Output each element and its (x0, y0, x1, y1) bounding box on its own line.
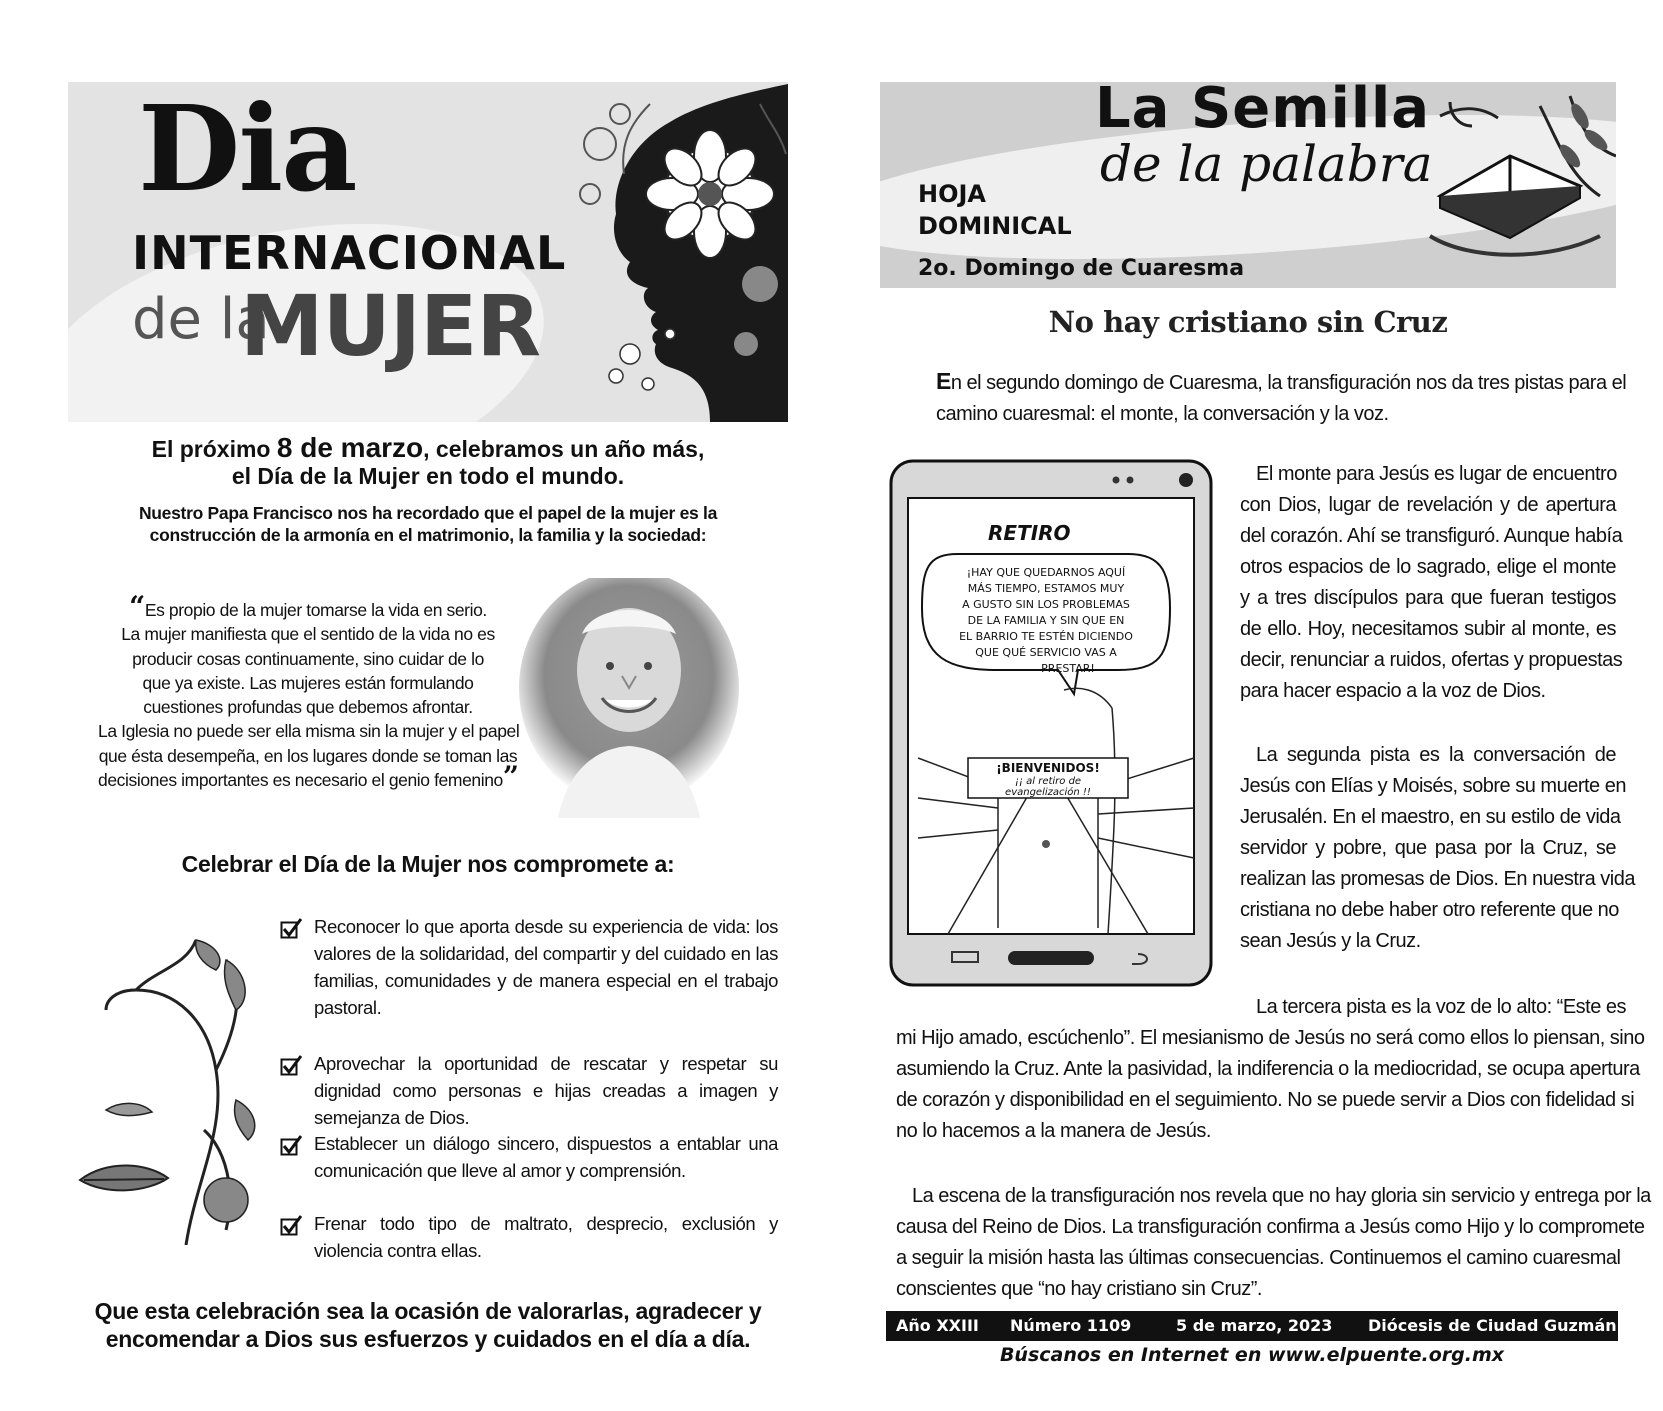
article-title: No hay cristiano sin Cruz (1048, 305, 1448, 339)
paragraph-line: Jesús con Elías y Moisés, sobre su muerte en (1240, 775, 1626, 797)
papa-text-line-2: construcción de la armonía en el matrimonio, la familia y la sociedad: (149, 525, 707, 545)
banner-de-la-text: de la (132, 287, 270, 352)
paragraph-escena (896, 1181, 1651, 1305)
paragraph-line: del corazón. Ahí se transfiguró. Aunque había (1240, 525, 1623, 547)
bulletin-subtitle: de la palabra (1100, 135, 1433, 193)
paragraph-line: La escena de la transfiguración nos revela que no hay gloria sin servicio y entrega por la (912, 1185, 1651, 1207)
speech-line: ¡HAY QUE QUEDARNOS AQUÍ (966, 566, 1126, 579)
paragraph-line: con Dios, lugar de revelación y de apertura (1240, 494, 1616, 516)
quote-line: que ya existe. Las mujeres están formulando (142, 672, 474, 693)
banner-internacional-text: INTERNACIONAL (132, 226, 567, 280)
pope-francis-photo (518, 578, 740, 818)
speech-line: DE LA FAMILIA Y SIN QUE EN (967, 614, 1125, 627)
woman-flower-silhouette-image (560, 84, 788, 422)
commitment-text: Aprovechar la oportunidad de rescatar y respetar su dignidad como personas e hijas creadas a imagen y semejanza de Dios. (314, 1053, 778, 1128)
paragraph-monte (1240, 459, 1623, 707)
checkbox-checked-icon (280, 1054, 302, 1076)
paragraph-line: conscientes que “no hay cristiano sin Cruz”. (896, 1278, 1262, 1300)
paragraph-line: a seguir la misión hasta las últimas consecuencias. Continuemos el camino cuaresmal (896, 1247, 1621, 1269)
closing-line-2: encomendar a Dios sus esfuerzos y cuidados en el día a día. (105, 1326, 751, 1352)
checkbox-checked-icon (280, 917, 302, 939)
paragraph-line: no lo hacemos a la manera de Jesús. (896, 1120, 1211, 1142)
paragraph-tercera (896, 992, 1645, 1147)
footer-diocese: Diócesis de Ciudad Guzmán (1368, 1316, 1617, 1335)
quote-open-mark: “ (129, 590, 145, 623)
paragraph-line: camino cuaresmal: el monte, la conversación y la voz. (936, 403, 1389, 425)
face-plant-drawing (76, 930, 266, 1245)
quote-line: que ésta desempeña, en los lugares donde se toman las (98, 745, 518, 766)
paragraph-line: El monte para Jesús es lugar de encuentro (1256, 463, 1617, 485)
commitment-text: Reconocer lo que aporta desde su experiencia de vida: los valores de la solidaridad, del compartir y del cuidado en las familias, comunidades y de manera especial en el trabajo pastoral. (314, 916, 778, 1018)
paragraph-line: n el segundo domingo de Cuaresma, la transfiguración nos da tres pistas para el (950, 372, 1627, 394)
intro-suffix: , celebramos un año más, (423, 436, 705, 462)
speech-line: MÁS TIEMPO, ESTAMOS MUY (967, 582, 1125, 595)
commitment-text: Establecer un diálogo sincero, dispuestos a entablar una comunicación que lleve al amor y comprensión. (314, 1133, 778, 1181)
sunday-label: 2o. Domingo de Cuaresma (918, 256, 1245, 281)
speech-line: QUE QUÉ SERVICIO VAS A (975, 646, 1117, 659)
quote-close-mark: ” (502, 760, 519, 794)
hoja-label: HOJA (918, 180, 986, 208)
commitments-title: Celebrar el Día de la Mujer nos compromete a: (181, 851, 675, 877)
paragraph-line: servidor y pobre, que pasa por la Cruz, se (1240, 837, 1616, 859)
cartoon-banner-line: ¡BIENVENIDOS! (996, 761, 1100, 775)
cartoon-banner-line: ¡¡ al retiro de (1014, 776, 1082, 787)
drop-initial: E (936, 368, 951, 394)
dominical-label: DOMINICAL (918, 212, 1072, 240)
footer-website: Búscanos en Internet en www.elpuente.org.mx (999, 1344, 1505, 1366)
paragraph-line: sean Jesús y la Cruz. (1240, 930, 1421, 952)
bible-wheat-emblem-icon (1420, 86, 1616, 266)
quote-line: Es propio de la mujer tomarse la vida en serio. (144, 600, 487, 620)
intro-line-2: el Día de la Mujer en todo el mundo. (231, 463, 625, 489)
commitment-text: Frenar todo tipo de maltrato, desprecio, exclusión y violencia contra ellas. (314, 1213, 778, 1261)
paragraph-line: decir, renunciar a ruidos, ofertas y propuestas (1240, 649, 1623, 671)
paragraph-line: de ello. Hoy, necesitamos subir al monte, es (1240, 618, 1616, 640)
banner-mujer-text: MUJER (240, 277, 541, 375)
quote-line: cuestiones profundas que debemos afrontar. (143, 697, 473, 718)
checkbox-checked-icon (280, 1214, 302, 1236)
article-intro (936, 366, 1627, 430)
closing-line-1: Que esta celebración sea la ocasión de valorarlas, agradecer y (94, 1298, 762, 1324)
quote-line: decisiones importantes es necesario el genio femenino (98, 770, 503, 791)
quote-line: La mujer manifiesta que el sentido de la vida no es (121, 624, 495, 645)
cartoon-caption: RETIRO (988, 521, 1071, 545)
paragraph-line: cristiana no debe haber otro referente que no (1240, 899, 1619, 921)
paragraph-line: otros espacios de lo sagrado, elige el monte (1240, 556, 1616, 578)
footer-date: 5 de marzo, 2023 (1176, 1316, 1333, 1335)
cartoon-banner-line: evangelización !! (1005, 787, 1091, 798)
paragraph-line: realizan las promesas de Dios. En nuestra vida (1240, 868, 1635, 890)
quote-line: producir cosas continuamente, sino cuidar de lo (132, 648, 484, 669)
speech-line: A GUSTO SIN LOS PROBLEMAS (962, 598, 1130, 611)
pope-quote (98, 590, 520, 794)
paragraph-line: de corazón y disponibilidad en el seguimiento. No se puede servir a Dios con fidelidad si (896, 1089, 1635, 1111)
paragraph-line: La tercera pista es la voz de lo alto: “Este es (1256, 996, 1627, 1018)
footer-bar (886, 1311, 1618, 1341)
papa-text-line-1: Nuestro Papa Francisco nos ha recordado que el papel de la mujer es la (138, 503, 718, 523)
paragraph-line: para hacer espacio a la voz de Dios. (1240, 680, 1546, 702)
paragraph-line: La segunda pista es la conversación de (1256, 744, 1616, 766)
bulletin-title: La Semilla (1095, 76, 1431, 141)
paragraph-line: Jerusalén. En el maestro, en su estilo de vida (1240, 806, 1621, 828)
intro-prefix: El próximo (151, 436, 277, 462)
banner-dia-text: Dia (138, 79, 356, 218)
paragraph-line: asumiendo la Cruz. Ante la pasividad, la indiferencia o la mediocridad, se ocupa apertura (896, 1058, 1640, 1080)
phone-cartoon-image (888, 458, 1214, 988)
intro-line-1 (68, 434, 788, 463)
speech-line: PRESTAR! (1041, 662, 1095, 675)
paragraph-segunda (1240, 740, 1635, 957)
paragraph-line: mi Hijo amado, escúchenlo”. El mesianismo de Jesús no será como ellos lo piensan, sino (896, 1027, 1645, 1049)
quote-line: La Iglesia no puede ser ella misma sin la mujer y el papel (98, 721, 520, 742)
footer-number: Número 1109 (1010, 1316, 1132, 1335)
paragraph-line: causa del Reino de Dios. La transfiguración confirma a Jesús como Hijo y lo compromete (896, 1216, 1645, 1238)
intro-date: 8 de marzo (276, 432, 424, 463)
checkbox-checked-icon (280, 1134, 302, 1156)
speech-line: EL BARRIO TE ESTÉN DICIENDO (959, 630, 1133, 643)
paragraph-line: y a tres discípulos para que fueran testigos (1240, 587, 1616, 609)
footer-year: Año XXIII (896, 1316, 979, 1335)
